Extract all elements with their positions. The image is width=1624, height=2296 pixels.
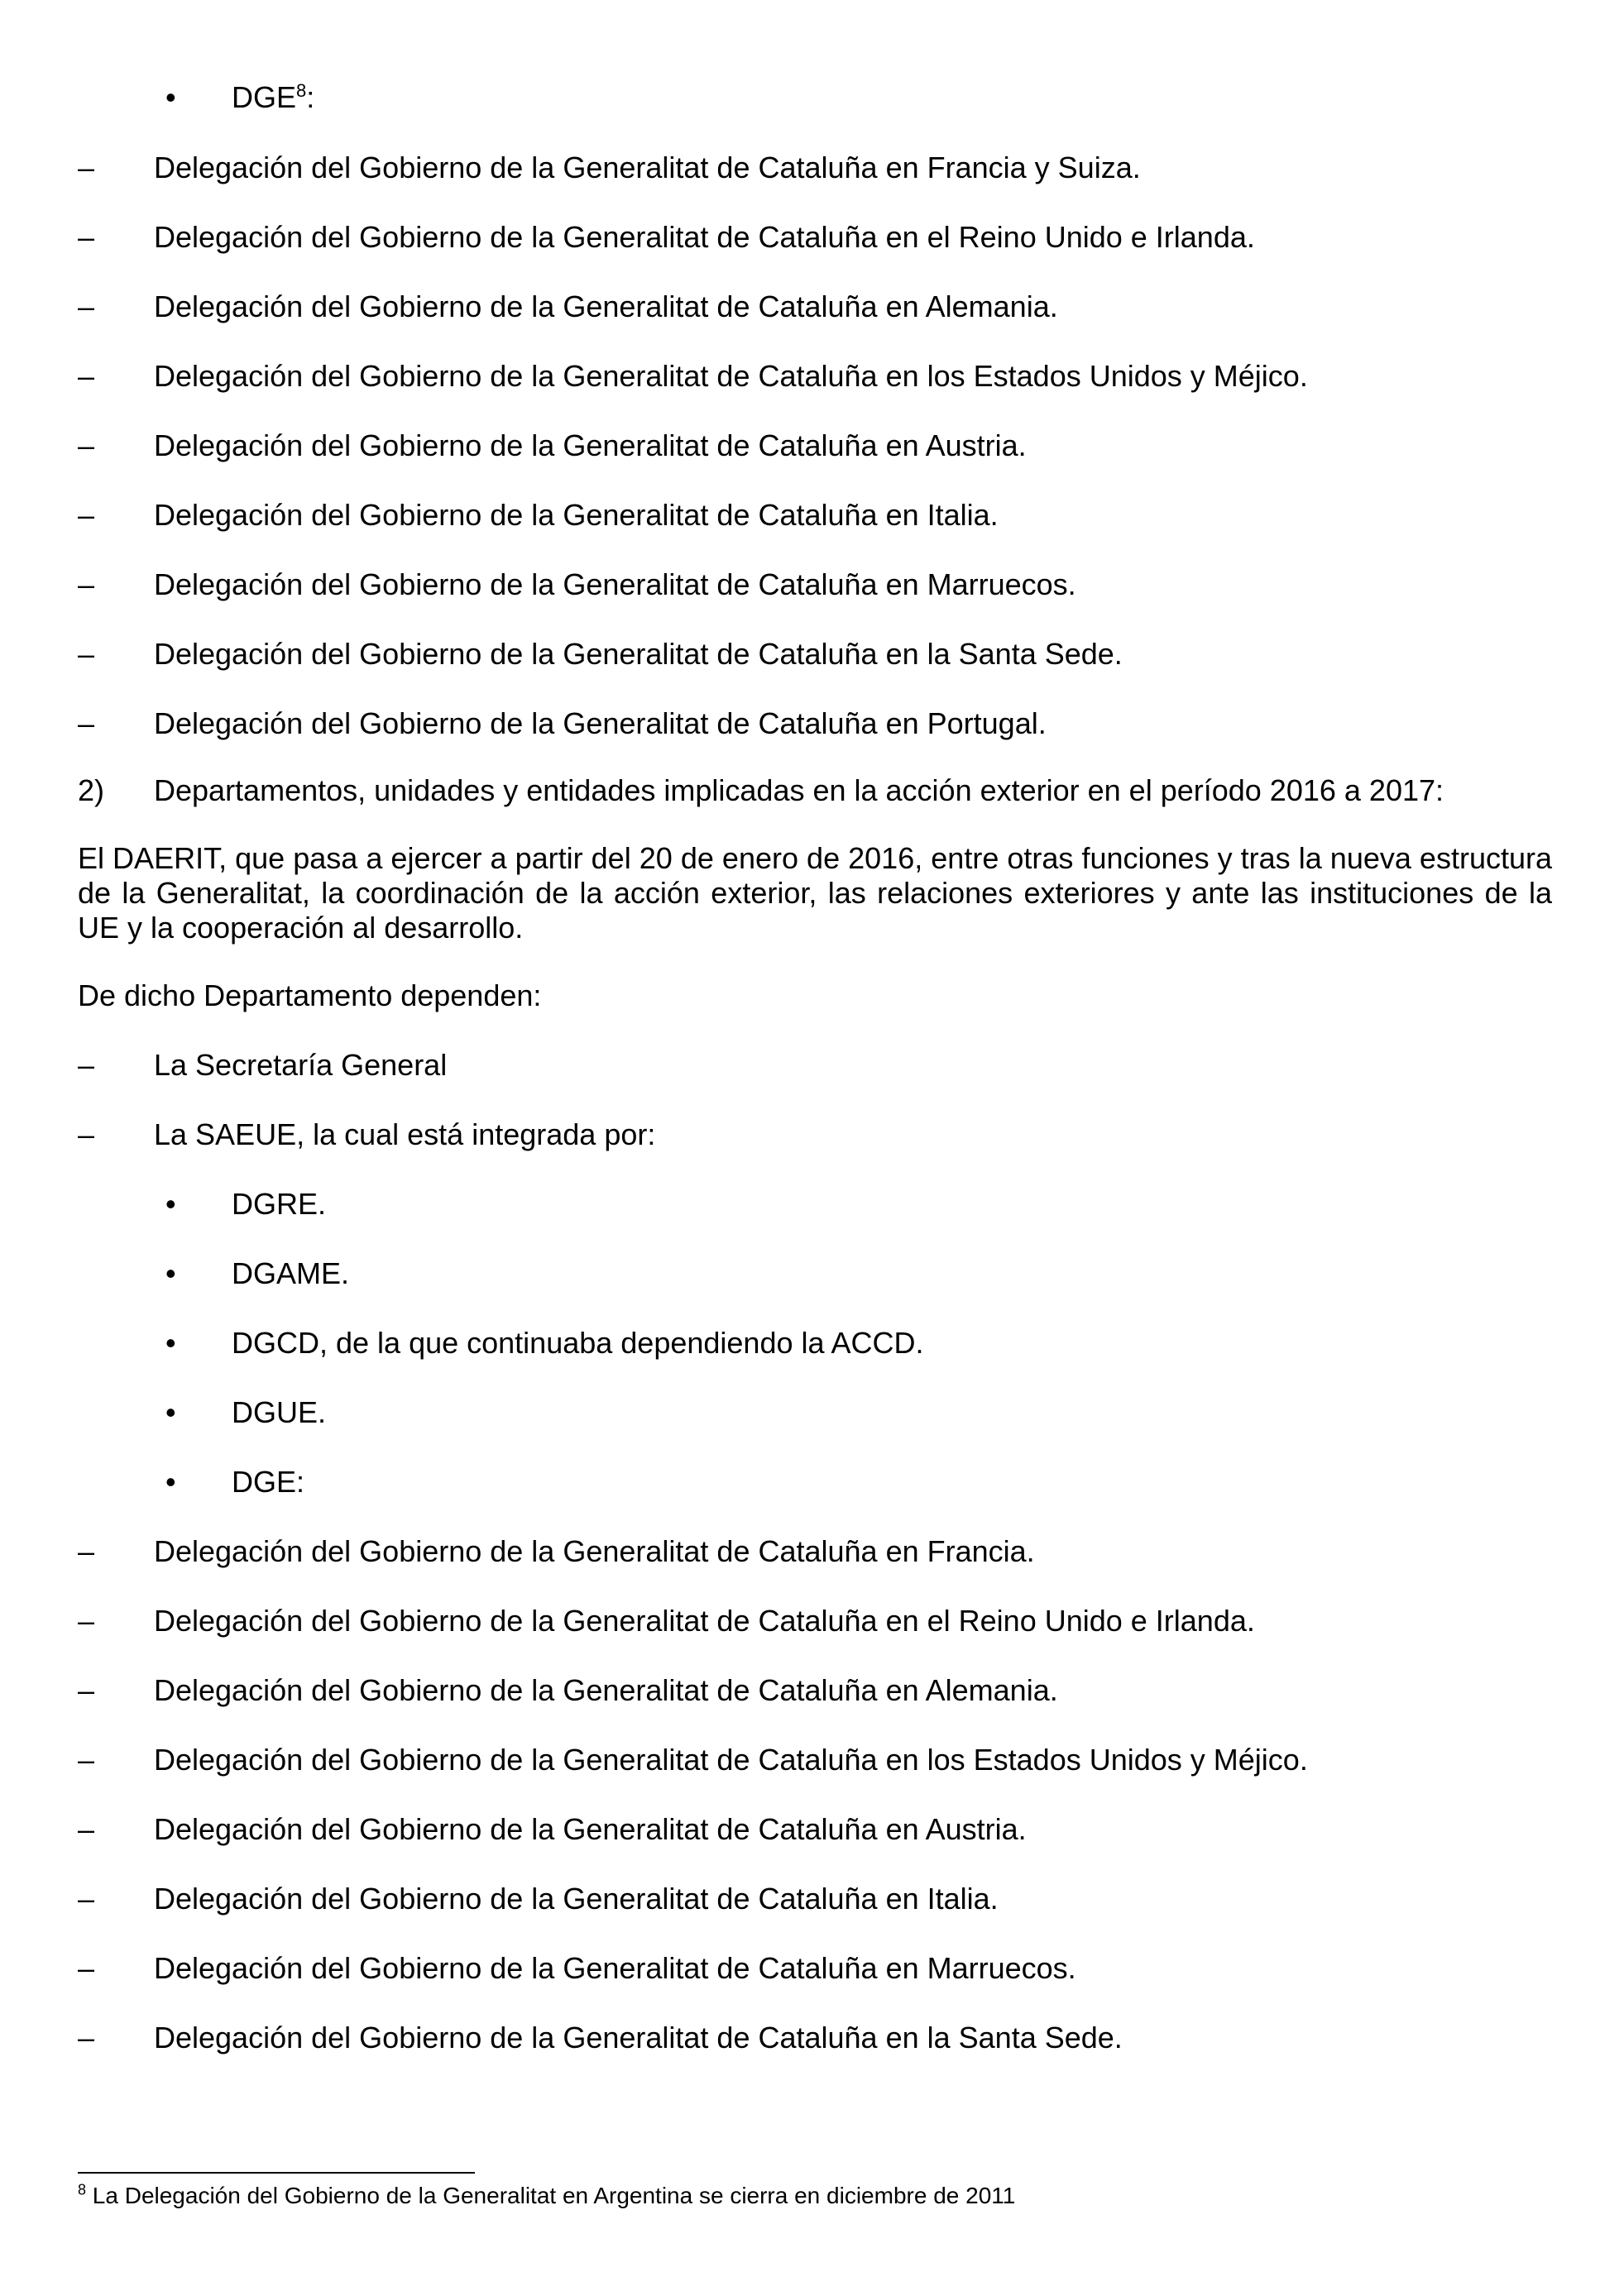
directorate-item: DGUE. xyxy=(232,1395,327,1429)
dash-marker: – xyxy=(78,220,95,254)
dash-marker: – xyxy=(78,289,95,323)
footnote-number: 8 xyxy=(78,2181,87,2198)
delegation-item: Delegación del Gobierno de la Generalitat de Cataluña en Italia. xyxy=(154,498,999,532)
delegation-item: Delegación del Gobierno de la Generalitat de Cataluña en el Reino Unido e Irlanda. xyxy=(154,220,1255,254)
dash-marker: – xyxy=(78,1743,95,1777)
delegation-item: Delegación del Gobierno de la Generalitat de Cataluña en la Santa Sede. xyxy=(154,2021,1123,2054)
delegation-item: Delegación del Gobierno de la Generalitat de Cataluña en Alemania. xyxy=(154,1673,1058,1707)
dash-marker: – xyxy=(78,2021,95,2054)
delegation-item: Delegación del Gobierno de la Generalitat de Cataluña en Francia. xyxy=(154,1534,1035,1568)
dge-bullet-label xyxy=(232,80,314,115)
delegation-item: Delegación del Gobierno de la Generalitat de Cataluña en los Estados Unidos y Méjico. xyxy=(154,359,1308,393)
delegation-item: Delegación del Gobierno de la Generalitat de Cataluña en Alemania. xyxy=(154,289,1058,323)
dge-label-suffix: : xyxy=(306,80,315,114)
dash-marker: – xyxy=(78,637,95,671)
dash-marker: – xyxy=(78,1604,95,1638)
bullet-marker: • xyxy=(165,80,176,114)
delegation-item: Delegación del Gobierno de la Generalitat de Cataluña en la Santa Sede. xyxy=(154,637,1123,671)
delegation-item: Delegación del Gobierno de la Generalitat de Cataluña en Austria. xyxy=(154,1812,1027,1846)
delegation-item: Delegación del Gobierno de la Generalitat de Cataluña en Francia y Suiza. xyxy=(154,151,1141,184)
directorate-item: DGRE. xyxy=(232,1187,327,1221)
dash-marker: – xyxy=(78,1673,95,1707)
dash-marker: – xyxy=(78,1951,95,1985)
footnote-reference: 8 xyxy=(296,80,307,101)
delegation-item: Delegación del Gobierno de la Generalitat de Cataluña en los Estados Unidos y Méjico. xyxy=(154,1743,1308,1777)
bullet-marker: • xyxy=(165,1395,176,1429)
department-unit-item: La SAEUE, la cual está integrada por: xyxy=(154,1117,656,1151)
dash-marker: – xyxy=(78,498,95,532)
delegation-item: Delegación del Gobierno de la Generalitat de Cataluña en Italia. xyxy=(154,1882,999,1916)
directorate-item: DGAME. xyxy=(232,1256,350,1290)
dge-label-text: DGE xyxy=(232,80,297,114)
dash-marker: – xyxy=(78,1812,95,1846)
dash-marker: – xyxy=(78,706,95,740)
dash-marker: – xyxy=(78,1117,95,1151)
delegation-item: Delegación del Gobierno de la Generalitat de Cataluña en el Reino Unido e Irlanda. xyxy=(154,1604,1255,1638)
delegation-item: Delegación del Gobierno de la Generalitat de Cataluña en Marruecos. xyxy=(154,567,1076,601)
footnote xyxy=(78,2182,1015,2210)
bullet-marker: • xyxy=(165,1465,176,1499)
bullet-marker: • xyxy=(165,1256,176,1290)
directorate-item: DGCD, de la que continuaba dependiendo la ACCD. xyxy=(232,1326,924,1360)
delegation-item: Delegación del Gobierno de la Generalitat de Cataluña en Austria. xyxy=(154,428,1027,462)
bullet-marker: • xyxy=(165,1187,176,1221)
body-paragraph: El DAERIT, que pasa a ejercer a partir del 20 de enero de 2016, entre otras funciones y tras la nueva estructura de la Generalitat, la coordinación de la acción exterior, las relaciones exteriores y ante las instituciones de la UE y la cooperación al desarrollo. xyxy=(78,841,1552,945)
department-unit-item: La Secretaría General xyxy=(154,1048,448,1082)
dash-marker: – xyxy=(78,1882,95,1916)
section-heading: Departamentos, unidades y entidades implicadas en la acción exterior en el período 2016 a 2017: xyxy=(154,773,1444,807)
footnote-separator xyxy=(78,2172,475,2174)
directorate-item: DGE: xyxy=(232,1465,305,1499)
intro-text: De dicho Departamento dependen: xyxy=(78,978,542,1012)
dash-marker: – xyxy=(78,359,95,393)
section-number: 2) xyxy=(78,773,105,807)
footnote-text: La Delegación del Gobierno de la Generalitat en Argentina se cierra en diciembre de 2011 xyxy=(92,2183,1016,2208)
bullet-marker: • xyxy=(165,1326,176,1360)
delegation-item: Delegación del Gobierno de la Generalitat de Cataluña en Portugal. xyxy=(154,706,1047,740)
dash-marker: – xyxy=(78,1534,95,1568)
delegation-item: Delegación del Gobierno de la Generalitat de Cataluña en Marruecos. xyxy=(154,1951,1076,1985)
dash-marker: – xyxy=(78,567,95,601)
dash-marker: – xyxy=(78,1048,95,1082)
dash-marker: – xyxy=(78,428,95,462)
dash-marker: – xyxy=(78,151,95,184)
